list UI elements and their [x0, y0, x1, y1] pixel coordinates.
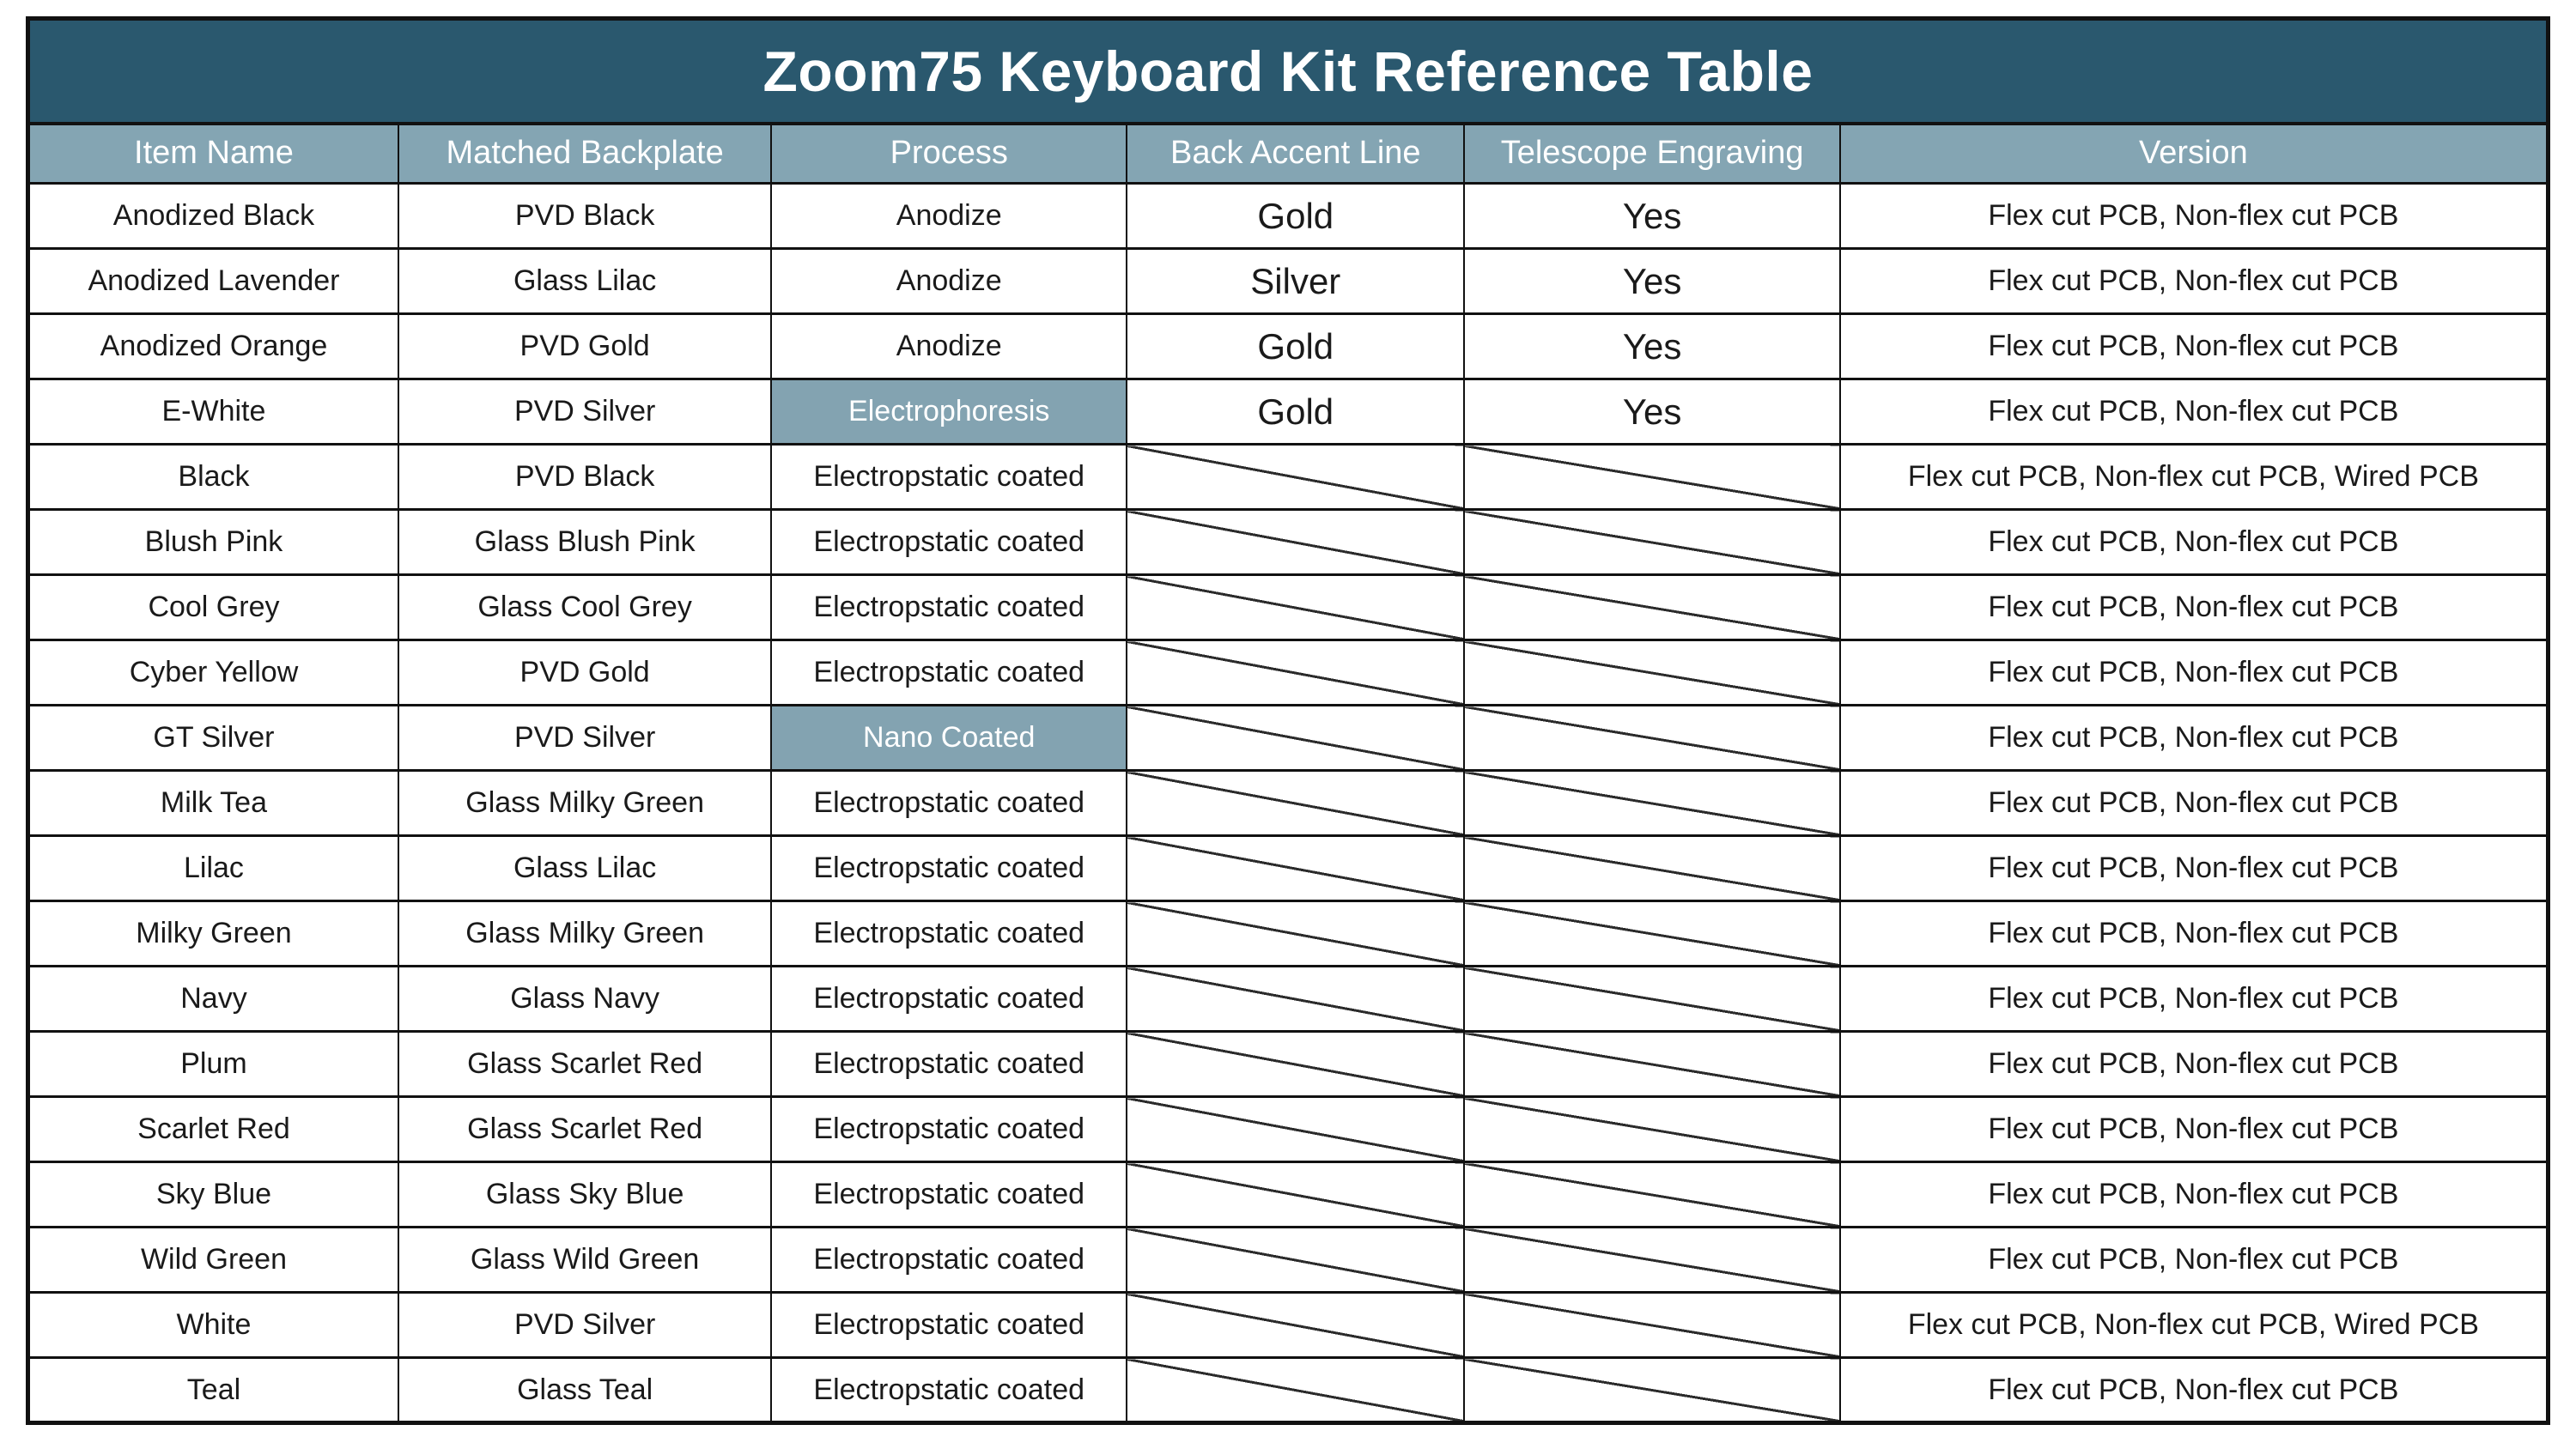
- cell-item-name: White: [28, 1293, 398, 1358]
- cell-item-name: Wild Green: [28, 1228, 398, 1293]
- cell-process: Electropstatic coated: [771, 1162, 1127, 1228]
- cell-back-accent-line: [1127, 1162, 1464, 1228]
- cell-matched-backplate: Glass Lilac: [398, 836, 771, 901]
- cell-process: Electropstatic coated: [771, 1032, 1127, 1097]
- cell-back-accent-line: Silver: [1127, 249, 1464, 314]
- cell-version: Flex cut PCB, Non-flex cut PCB: [1840, 1228, 2549, 1293]
- cell-back-accent-line: [1127, 510, 1464, 575]
- cell-process: Electropstatic coated: [771, 771, 1127, 836]
- cell-back-accent-line: [1127, 706, 1464, 771]
- cell-telescope-engraving: [1464, 1162, 1839, 1228]
- cell-item-name: Navy: [28, 967, 398, 1032]
- cell-process: Electropstatic coated: [771, 1228, 1127, 1293]
- cell-item-name: Milky Green: [28, 901, 398, 967]
- cell-back-accent-line: Gold: [1127, 184, 1464, 249]
- cell-matched-backplate: PVD Black: [398, 445, 771, 510]
- cell-process: Anodize: [771, 184, 1127, 249]
- cell-item-name: Milk Tea: [28, 771, 398, 836]
- cell-matched-backplate: PVD Gold: [398, 640, 771, 706]
- table-body: [28, 184, 2549, 1423]
- cell-back-accent-line: [1127, 836, 1464, 901]
- cell-telescope-engraving: [1464, 1097, 1839, 1162]
- cell-telescope-engraving: [1464, 1293, 1839, 1358]
- cell-process: Anodize: [771, 249, 1127, 314]
- table-row: [28, 314, 2549, 379]
- cell-telescope-engraving: [1464, 1228, 1839, 1293]
- cell-item-name: Blush Pink: [28, 510, 398, 575]
- cell-process: Electropstatic coated: [771, 836, 1127, 901]
- cell-back-accent-line: [1127, 1097, 1464, 1162]
- cell-item-name: Plum: [28, 1032, 398, 1097]
- cell-version: Flex cut PCB, Non-flex cut PCB: [1840, 314, 2549, 379]
- cell-version: Flex cut PCB, Non-flex cut PCB, Wired PCB: [1840, 1293, 2549, 1358]
- reference-table: [26, 16, 2550, 1425]
- column-header-matched-backplate: Matched Backplate: [398, 124, 771, 184]
- cell-item-name: Teal: [28, 1358, 398, 1423]
- cell-matched-backplate: Glass Scarlet Red: [398, 1032, 771, 1097]
- cell-telescope-engraving: [1464, 445, 1839, 510]
- cell-process: Electropstatic coated: [771, 575, 1127, 640]
- cell-back-accent-line: [1127, 575, 1464, 640]
- cell-process: Electropstatic coated: [771, 901, 1127, 967]
- cell-telescope-engraving: [1464, 901, 1839, 967]
- table-row: [28, 1358, 2549, 1423]
- column-header-row: [28, 124, 2549, 184]
- cell-process: Electropstatic coated: [771, 1293, 1127, 1358]
- cell-telescope-engraving: [1464, 575, 1839, 640]
- cell-matched-backplate: Glass Cool Grey: [398, 575, 771, 640]
- cell-back-accent-line: [1127, 1293, 1464, 1358]
- cell-item-name: E-White: [28, 379, 398, 445]
- cell-back-accent-line: [1127, 640, 1464, 706]
- cell-back-accent-line: [1127, 967, 1464, 1032]
- cell-process: Electropstatic coated: [771, 967, 1127, 1032]
- cell-item-name: GT Silver: [28, 706, 398, 771]
- cell-version: Flex cut PCB, Non-flex cut PCB: [1840, 1358, 2549, 1423]
- table-row: [28, 901, 2549, 967]
- column-header-version: Version: [1840, 124, 2549, 184]
- table-row: [28, 967, 2549, 1032]
- cell-telescope-engraving: [1464, 1358, 1839, 1423]
- cell-back-accent-line: [1127, 1228, 1464, 1293]
- cell-process: Electropstatic coated: [771, 510, 1127, 575]
- cell-matched-backplate: PVD Black: [398, 184, 771, 249]
- cell-version: Flex cut PCB, Non-flex cut PCB: [1840, 1097, 2549, 1162]
- table-row: [28, 706, 2549, 771]
- cell-item-name: Black: [28, 445, 398, 510]
- cell-item-name: Cyber Yellow: [28, 640, 398, 706]
- cell-process: Nano Coated: [771, 706, 1127, 771]
- cell-matched-backplate: Glass Navy: [398, 967, 771, 1032]
- cell-telescope-engraving: [1464, 967, 1839, 1032]
- cell-version: Flex cut PCB, Non-flex cut PCB: [1840, 510, 2549, 575]
- page-title: Zoom75 Keyboard Kit Reference Table: [28, 19, 2549, 124]
- table-row: [28, 1293, 2549, 1358]
- table-row: [28, 1162, 2549, 1228]
- column-header-back-accent-line: Back Accent Line: [1127, 124, 1464, 184]
- cell-telescope-engraving: Yes: [1464, 249, 1839, 314]
- cell-back-accent-line: Gold: [1127, 314, 1464, 379]
- cell-matched-backplate: Glass Milky Green: [398, 901, 771, 967]
- cell-version: Flex cut PCB, Non-flex cut PCB: [1840, 836, 2549, 901]
- cell-process: Electrophoresis: [771, 379, 1127, 445]
- cell-matched-backplate: PVD Silver: [398, 379, 771, 445]
- column-header-item-name: Item Name: [28, 124, 398, 184]
- cell-process: Electropstatic coated: [771, 1097, 1127, 1162]
- cell-version: Flex cut PCB, Non-flex cut PCB: [1840, 967, 2549, 1032]
- cell-version: Flex cut PCB, Non-flex cut PCB: [1840, 706, 2549, 771]
- cell-process: Electropstatic coated: [771, 640, 1127, 706]
- cell-item-name: Anodized Lavender: [28, 249, 398, 314]
- cell-version: Flex cut PCB, Non-flex cut PCB: [1840, 1162, 2549, 1228]
- cell-version: Flex cut PCB, Non-flex cut PCB: [1840, 1032, 2549, 1097]
- cell-telescope-engraving: [1464, 1032, 1839, 1097]
- cell-back-accent-line: [1127, 1032, 1464, 1097]
- cell-version: Flex cut PCB, Non-flex cut PCB: [1840, 379, 2549, 445]
- cell-version: Flex cut PCB, Non-flex cut PCB: [1840, 771, 2549, 836]
- table-row: [28, 640, 2549, 706]
- cell-matched-backplate: Glass Scarlet Red: [398, 1097, 771, 1162]
- cell-back-accent-line: [1127, 1358, 1464, 1423]
- cell-matched-backplate: Glass Blush Pink: [398, 510, 771, 575]
- cell-matched-backplate: PVD Silver: [398, 706, 771, 771]
- cell-item-name: Anodized Orange: [28, 314, 398, 379]
- table-row: [28, 510, 2549, 575]
- table-row: [28, 575, 2549, 640]
- cell-item-name: Cool Grey: [28, 575, 398, 640]
- cell-matched-backplate: PVD Gold: [398, 314, 771, 379]
- cell-telescope-engraving: [1464, 640, 1839, 706]
- column-header-telescope-engraving: Telescope Engraving: [1464, 124, 1839, 184]
- cell-matched-backplate: Glass Milky Green: [398, 771, 771, 836]
- cell-item-name: Sky Blue: [28, 1162, 398, 1228]
- table-row: [28, 836, 2549, 901]
- cell-telescope-engraving: [1464, 771, 1839, 836]
- cell-process: Electropstatic coated: [771, 445, 1127, 510]
- table-row: [28, 1032, 2549, 1097]
- cell-telescope-engraving: [1464, 706, 1839, 771]
- cell-telescope-engraving: [1464, 510, 1839, 575]
- cell-back-accent-line: [1127, 901, 1464, 967]
- cell-back-accent-line: [1127, 445, 1464, 510]
- cell-telescope-engraving: [1464, 836, 1839, 901]
- cell-matched-backplate: Glass Teal: [398, 1358, 771, 1423]
- cell-telescope-engraving: Yes: [1464, 184, 1839, 249]
- table-row: [28, 771, 2549, 836]
- cell-version: Flex cut PCB, Non-flex cut PCB, Wired PCB: [1840, 445, 2549, 510]
- cell-matched-backplate: Glass Lilac: [398, 249, 771, 314]
- cell-back-accent-line: Gold: [1127, 379, 1464, 445]
- cell-back-accent-line: [1127, 771, 1464, 836]
- cell-matched-backplate: Glass Sky Blue: [398, 1162, 771, 1228]
- cell-item-name: Anodized Black: [28, 184, 398, 249]
- cell-item-name: Lilac: [28, 836, 398, 901]
- cell-version: Flex cut PCB, Non-flex cut PCB: [1840, 901, 2549, 967]
- cell-version: Flex cut PCB, Non-flex cut PCB: [1840, 184, 2549, 249]
- column-header-process: Process: [771, 124, 1127, 184]
- table-row: [28, 1097, 2549, 1162]
- table-row: [28, 249, 2549, 314]
- cell-matched-backplate: PVD Silver: [398, 1293, 771, 1358]
- table-row: [28, 379, 2549, 445]
- cell-process: Anodize: [771, 314, 1127, 379]
- table-row: [28, 1228, 2549, 1293]
- title-bar: [28, 19, 2549, 124]
- cell-process: Electropstatic coated: [771, 1358, 1127, 1423]
- table-row: [28, 184, 2549, 249]
- cell-item-name: Scarlet Red: [28, 1097, 398, 1162]
- cell-telescope-engraving: Yes: [1464, 314, 1839, 379]
- table-row: [28, 445, 2549, 510]
- cell-matched-backplate: Glass Wild Green: [398, 1228, 771, 1293]
- cell-telescope-engraving: Yes: [1464, 379, 1839, 445]
- cell-version: Flex cut PCB, Non-flex cut PCB: [1840, 249, 2549, 314]
- cell-version: Flex cut PCB, Non-flex cut PCB: [1840, 575, 2549, 640]
- cell-version: Flex cut PCB, Non-flex cut PCB: [1840, 640, 2549, 706]
